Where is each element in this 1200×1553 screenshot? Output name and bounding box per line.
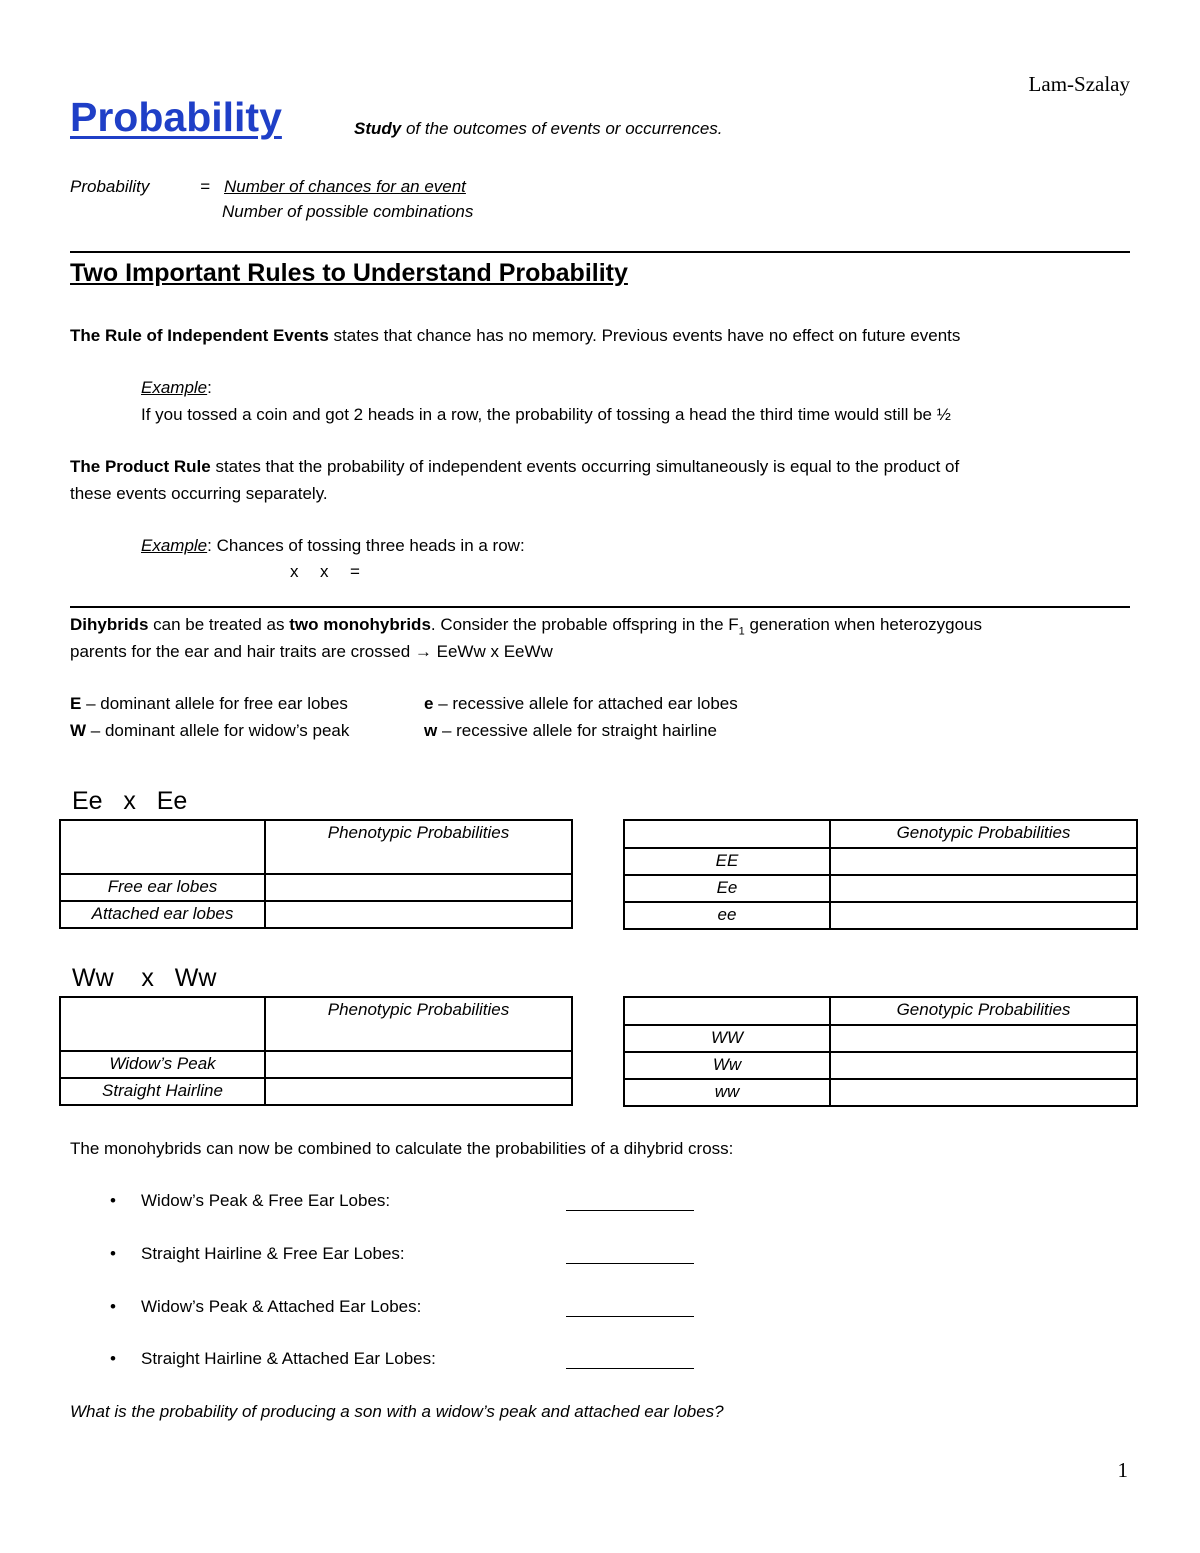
independent-rule-text: states that chance has no memory. Previous events have no effect on future events bbox=[328, 326, 961, 345]
independent-example-text: If you tossed a coin and got 2 heads in a row, the probability of tossing a head the third time would still be ½ bbox=[141, 405, 951, 424]
rules-heading: Two Important Rules to Understand Probability bbox=[70, 259, 628, 287]
independent-rule-name: The Rule of Independent Events bbox=[70, 326, 329, 345]
monohybrids-word: two monohybrids bbox=[289, 615, 431, 634]
table-cell[interactable] bbox=[830, 848, 1137, 875]
independent-example-label bbox=[141, 374, 212, 401]
hair-phenotype-table bbox=[59, 996, 573, 1106]
allele-w-letter: w bbox=[424, 721, 438, 740]
table-row-label: Ee bbox=[624, 875, 830, 902]
table-row bbox=[60, 997, 572, 1051]
table-cell bbox=[60, 997, 265, 1051]
dihybrid-word: Dihybrids bbox=[70, 615, 149, 634]
table-row-label: ww bbox=[624, 1079, 830, 1106]
dihybrid-text3: generation when heterozygous bbox=[744, 615, 983, 634]
dihybrid-text2: . Consider the probable offspring in the F bbox=[430, 615, 739, 634]
bullet-icon: • bbox=[110, 1244, 116, 1263]
table-row-label: WW bbox=[624, 1025, 830, 1052]
allele-E-letter: E bbox=[70, 694, 82, 713]
table-row bbox=[60, 1078, 572, 1105]
allele-E bbox=[70, 690, 348, 717]
independent-example-colon: : bbox=[207, 378, 212, 397]
combine-intro: The monohybrids can now be combined to calculate the probabilities of a dihybrid cross: bbox=[70, 1139, 734, 1158]
table-cell bbox=[624, 820, 830, 848]
header-author: Lam-Szalay bbox=[1028, 72, 1130, 96]
table-row bbox=[60, 901, 572, 928]
table-row bbox=[60, 1051, 572, 1078]
table-row bbox=[624, 1079, 1137, 1106]
divider-top bbox=[70, 251, 1130, 253]
formula-denominator: Number of possible combinations bbox=[222, 202, 474, 221]
product-example bbox=[141, 532, 525, 559]
allele-W bbox=[70, 717, 349, 744]
table-cell[interactable] bbox=[265, 901, 572, 928]
table-row bbox=[624, 820, 1137, 848]
independent-rule bbox=[70, 322, 960, 349]
title-definition-rest: of the outcomes of events or occurrences. bbox=[401, 119, 723, 138]
table-cell[interactable] bbox=[830, 1052, 1137, 1079]
allele-w bbox=[424, 717, 717, 744]
dihybrid-text1: can be treated as bbox=[148, 615, 290, 634]
product-example-colon: : bbox=[207, 536, 212, 555]
page-title: Probability bbox=[70, 94, 282, 140]
hair-cross-title: Ww x Ww bbox=[72, 964, 217, 992]
product-rule-name: The Product Rule bbox=[70, 457, 211, 476]
table-header-cell: Genotypic Probabilities bbox=[830, 820, 1137, 848]
dihybrid-line2-text: parents for the ear and hair traits are crossed bbox=[70, 642, 415, 661]
product-rule-text: states that the probability of independent events occurring simultaneously is equal to the product of bbox=[210, 457, 960, 476]
table-row-label: Ww bbox=[624, 1052, 830, 1079]
dihybrid-line2 bbox=[70, 638, 553, 665]
answer-blank[interactable] bbox=[566, 1316, 694, 1317]
ear-phenotype-table bbox=[59, 819, 573, 929]
table-row bbox=[624, 848, 1137, 875]
list-item: Widow’s Peak & Free Ear Lobes: bbox=[141, 1191, 391, 1210]
product-calc-x2: x bbox=[320, 562, 329, 581]
answer-blank[interactable] bbox=[566, 1210, 694, 1211]
list-item: Widow’s Peak & Attached Ear Lobes: bbox=[141, 1297, 422, 1316]
table-row-label: Straight Hairline bbox=[60, 1078, 265, 1105]
table-cell[interactable] bbox=[265, 874, 572, 901]
table-cell bbox=[60, 820, 265, 874]
allele-e bbox=[424, 690, 738, 717]
arrow-icon: → bbox=[414, 642, 432, 661]
table-row-label: EE bbox=[624, 848, 830, 875]
final-question: What is the probability of producing a son with a widow’s peak and attached ear lobes? bbox=[70, 1402, 724, 1421]
answer-blank[interactable] bbox=[566, 1263, 694, 1264]
allele-w-text: – recessive allele for straight hairline bbox=[437, 721, 717, 740]
product-calc-equals: = bbox=[350, 562, 360, 581]
table-row bbox=[624, 902, 1137, 929]
dihybrid-cross: EeWw x EeWw bbox=[431, 642, 553, 661]
table-row bbox=[624, 875, 1137, 902]
table-row-label: ee bbox=[624, 902, 830, 929]
formula-label: Probability bbox=[70, 177, 150, 196]
table-row-label: Free ear lobes bbox=[60, 874, 265, 901]
list-item: Straight Hairline & Attached Ear Lobes: bbox=[141, 1349, 436, 1368]
table-cell[interactable] bbox=[830, 1079, 1137, 1106]
allele-W-letter: W bbox=[70, 721, 87, 740]
divider-middle bbox=[70, 606, 1130, 608]
answer-blank[interactable] bbox=[566, 1368, 694, 1369]
table-header-cell: Phenotypic Probabilities bbox=[265, 997, 572, 1051]
table-row-label: Widow’s Peak bbox=[60, 1051, 265, 1078]
table-header-cell: Genotypic Probabilities bbox=[830, 997, 1137, 1025]
product-example-text: Chances of tossing three heads in a row: bbox=[211, 536, 525, 555]
allele-e-text: – recessive allele for attached ear lobes bbox=[433, 694, 738, 713]
formula-equals: = bbox=[200, 177, 210, 196]
title-definition-bold: Study bbox=[354, 119, 402, 138]
product-example-word: Example bbox=[141, 536, 208, 555]
allele-E-text: – dominant allele for free ear lobes bbox=[81, 694, 348, 713]
table-cell bbox=[624, 997, 830, 1025]
product-calc-x1: x bbox=[290, 562, 299, 581]
table-cell[interactable] bbox=[265, 1078, 572, 1105]
table-cell[interactable] bbox=[830, 875, 1137, 902]
bullet-icon: • bbox=[110, 1297, 116, 1316]
table-cell[interactable] bbox=[830, 902, 1137, 929]
allele-e-letter: e bbox=[424, 694, 434, 713]
allele-W-text: – dominant allele for widow’s peak bbox=[86, 721, 350, 740]
page-number: 1 bbox=[1117, 1458, 1128, 1482]
ear-genotype-table bbox=[623, 819, 1138, 930]
table-row bbox=[60, 874, 572, 901]
table-row bbox=[60, 820, 572, 874]
bullet-icon: • bbox=[110, 1191, 116, 1210]
ear-cross-title: Ee x Ee bbox=[72, 787, 188, 815]
table-row-label: Attached ear lobes bbox=[60, 901, 265, 928]
table-cell[interactable] bbox=[830, 1025, 1137, 1052]
table-cell[interactable] bbox=[265, 1051, 572, 1078]
table-row bbox=[624, 997, 1137, 1025]
bullet-icon: • bbox=[110, 1349, 116, 1368]
product-rule-line1 bbox=[70, 453, 959, 480]
formula-numerator: Number of chances for an event bbox=[224, 177, 466, 196]
table-row bbox=[624, 1052, 1137, 1079]
hair-genotype-table bbox=[623, 996, 1138, 1107]
title-definition bbox=[354, 119, 723, 139]
dihybrid-subscript: 1 bbox=[738, 625, 745, 638]
list-item: Straight Hairline & Free Ear Lobes: bbox=[141, 1244, 405, 1263]
product-rule-line2: these events occurring separately. bbox=[70, 484, 328, 503]
table-header-cell: Phenotypic Probabilities bbox=[265, 820, 572, 874]
table-row bbox=[624, 1025, 1137, 1052]
independent-example-word: Example bbox=[141, 378, 208, 397]
